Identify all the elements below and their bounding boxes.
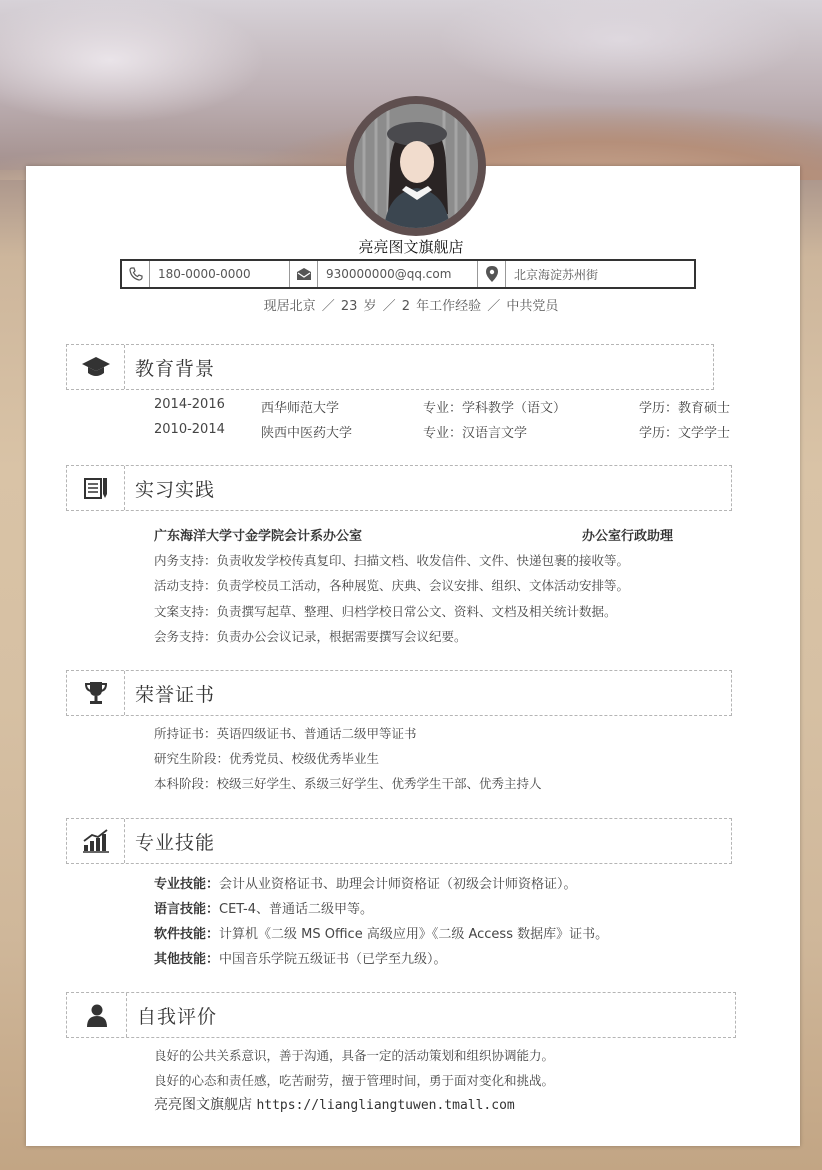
location-pin-icon — [478, 261, 506, 287]
user-icon — [67, 993, 127, 1037]
section-title-practice: 实习实践 — [135, 478, 216, 501]
mail-icon — [290, 261, 318, 287]
self-item-1: 良好的公共关系意识，善于沟通，具备一定的活动策划和组织协调能力。 — [154, 1048, 555, 1063]
skill-text: 计算机《二级 MS Office 高级应用》《二级 Access 数据库》证书。 — [219, 927, 609, 942]
section-honors — [66, 670, 732, 716]
avatar-photo — [354, 104, 478, 228]
graduation-cap-icon — [67, 345, 125, 389]
phone-cell — [122, 261, 290, 287]
section-title-self: 自我评价 — [137, 1005, 218, 1028]
address-cell — [478, 261, 694, 287]
skill-item-3 — [154, 923, 608, 942]
skill-label: 其他技能： — [154, 952, 220, 967]
practice-role: 办公室行政助理 — [582, 529, 674, 544]
edu-years-1: 2014-2016 — [154, 397, 225, 412]
section-education — [66, 344, 714, 390]
phone-text: 180-0000-0000 — [158, 267, 251, 281]
edu-degree-2: 学历：文学学士 — [639, 426, 731, 441]
skill-text: 会计从业资格证书、助理会计师资格证（初级会计师资格证）。 — [219, 877, 577, 892]
address-text: 北京海淀苏州街 — [514, 267, 599, 282]
section-self — [66, 992, 736, 1038]
section-skills — [66, 818, 732, 864]
skill-text: 中国音乐学院五级证书（已学至九级）。 — [219, 952, 447, 967]
skill-item-2 — [154, 898, 373, 917]
edu-years-2: 2010-2014 — [154, 422, 225, 437]
edu-degree-1: 学历：教育硕士 — [639, 401, 731, 416]
skill-item-4 — [154, 948, 447, 967]
avatar — [354, 104, 478, 228]
practice-item-2: 活动支持：负责学校员工活动，各种展览、庆典、会议安排、组织、文体活动安排等。 — [154, 578, 630, 593]
section-practice — [66, 465, 732, 511]
honor-item-3: 本科阶段：校级三好学生、系级三好学生、优秀学生干部、优秀主持人 — [154, 776, 542, 791]
practice-item-4: 会务支持：负责办公会议记录，根据需要撰写会议纪要。 — [154, 629, 467, 644]
honor-item-2: 研究生阶段：优秀党员、校级优秀毕业生 — [154, 751, 380, 766]
edu-major-2: 专业：汉语言文学 — [423, 426, 528, 441]
self-item-2: 良好的心态和责任感，吃苦耐劳，擅于管理时间，勇于面对变化和挑战。 — [154, 1073, 555, 1088]
trophy-icon — [67, 671, 125, 715]
edu-major-1: 专业：学科教学（语文） — [423, 401, 567, 416]
applicant-name: 亮亮图文旗舰店 — [358, 238, 464, 256]
skill-label: 语言技能： — [154, 902, 220, 917]
footer-shop: 亮亮图文旗舰店 — [154, 1097, 252, 1113]
section-title-honors: 荣誉证书 — [135, 683, 216, 706]
footer-watermark — [154, 1094, 515, 1114]
notebook-pen-icon — [67, 466, 125, 510]
growth-chart-icon — [67, 819, 125, 863]
phone-icon — [122, 261, 150, 287]
email-cell — [290, 261, 478, 287]
section-title-education: 教育背景 — [135, 357, 216, 380]
honor-item-1: 所持证书：英语四级证书、普通话二级甲等证书 — [154, 726, 417, 741]
contact-bar — [120, 259, 696, 289]
skill-label: 专业技能： — [154, 877, 220, 892]
email-text: 930000000@qq.com — [326, 267, 452, 281]
section-title-skills: 专业技能 — [135, 831, 216, 854]
practice-item-3: 文案支持：负责撰写起草、整理、归档学校日常公文、资料、文档及相关统计数据。 — [154, 604, 617, 619]
skill-item-1 — [154, 873, 577, 892]
footer-url: https://liangliangtuwen.tmall.com — [256, 1098, 515, 1113]
edu-school-1: 西华师范大学 — [261, 401, 340, 416]
practice-item-1: 内务支持：负责收发学校传真复印、扫描文档、收发信件、文件、快递包裹的接收等。 — [154, 553, 630, 568]
skill-label: 软件技能： — [154, 927, 220, 942]
skill-text: CET-4、普通话二级甲等。 — [219, 902, 374, 917]
personal-meta: 现居北京 ／ 23 岁 ／ 2 年工作经验 ／ 中共党员 — [263, 299, 559, 314]
edu-school-2: 陕西中医药大学 — [261, 426, 353, 441]
practice-org: 广东海洋大学寸金学院会计系办公室 — [154, 529, 363, 544]
